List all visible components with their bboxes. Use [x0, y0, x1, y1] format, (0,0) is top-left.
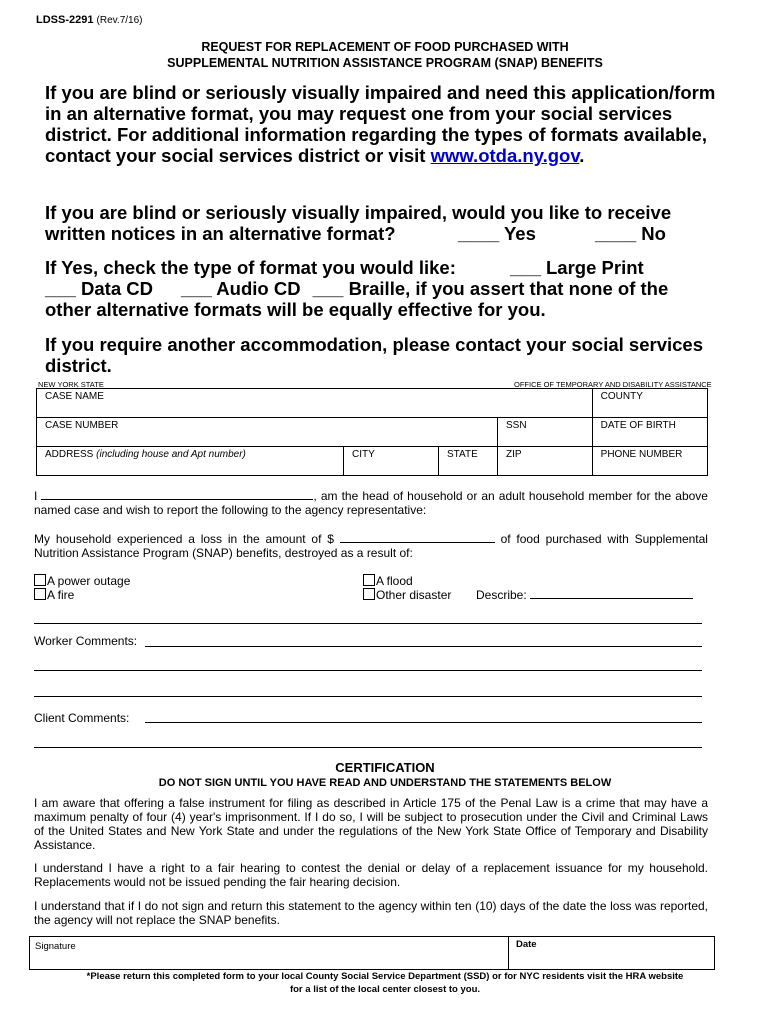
- cause-fire[interactable]: A fire: [34, 588, 74, 602]
- certification-title: CERTIFICATION: [335, 760, 435, 775]
- checkbox-icon[interactable]: [34, 588, 46, 600]
- format-options: If Yes, check the type of format you would like: ___ Large Print ___ Data CD ___ Audio CD ___ Braille, if you assert that none of the other alternative formats will be equally effective for you.: [45, 257, 669, 320]
- cause-flood[interactable]: A flood: [363, 574, 413, 588]
- accommodation-notice: If you require another accommodation, please contact your social services district.: [45, 334, 703, 376]
- form-id: LDSS-2291 (Rev.7/16): [36, 14, 143, 26]
- accessibility-notice: If you are blind or seriously visually impaired and need this application/form in an alternative format, you may request one from your social services district. For additional information regarding the types of formats available, contact your social services district or visit www.otda.ny.gov.: [45, 82, 716, 166]
- client-comment-line[interactable]: [145, 722, 702, 723]
- case-number-field[interactable]: CASE NUMBER: [37, 418, 498, 447]
- describe-label: Describe:: [476, 588, 693, 602]
- dob-field[interactable]: DATE OF BIRTH: [592, 418, 707, 447]
- certification-paragraph-1: I am aware that offering a false instrument for filing as described in Article 175 of the Penal Law is a crime that may have a maximum penalty of four (4) year's imprisonment. If I do so, I will be subject to prosecution under the Civil and Criminal Laws of the United States and New York State and under the regulations of the New York State Office of Temporary and Disability Assistance.: [34, 796, 708, 852]
- state-field[interactable]: STATE: [439, 447, 498, 476]
- form-revision: (Rev.7/16): [96, 15, 143, 26]
- signature-field[interactable]: Signature: [35, 941, 76, 952]
- signature-box: [29, 936, 715, 970]
- checkbox-icon[interactable]: [363, 588, 375, 600]
- data-cd-option[interactable]: ___ Data CD: [45, 278, 153, 299]
- case-info-table: [36, 388, 708, 476]
- signature-divider: [508, 937, 509, 969]
- yes-option[interactable]: ____ Yes: [458, 223, 536, 244]
- comment-line[interactable]: [34, 670, 702, 671]
- braille-option[interactable]: ___ Braille, if you assert that none of the: [312, 278, 669, 299]
- cause-other[interactable]: Other disaster: [363, 588, 451, 602]
- alt-format-question: If you are blind or seriously visually impaired, would you like to receive written notices in an alternative format? ____ Yes ____ No: [45, 202, 672, 244]
- certification-paragraph-2: I understand I have a right to a fair hearing to contest the denial or delay of a replacement issuance for my household. Replacements would not be issued pending the fair hearing decision.: [34, 861, 708, 889]
- client-comments-label: Client Comments:: [34, 711, 130, 725]
- certification-paragraph-3: I understand that if I do not sign and return this statement to the agency within ten (10) days of the date the loss was reported, the agency will not replace the SNAP benefits.: [34, 899, 708, 927]
- cause-power-outage[interactable]: A power outage: [34, 574, 130, 588]
- loss-amount-line[interactable]: [340, 542, 495, 543]
- comment-line[interactable]: [34, 747, 702, 748]
- footer-line2: for a list of the local center closest to you.: [289, 984, 481, 995]
- checkbox-icon[interactable]: [363, 574, 375, 586]
- ssn-field[interactable]: SSN: [498, 418, 593, 447]
- otda-link[interactable]: www.otda.ny.gov: [430, 145, 580, 166]
- case-name-field[interactable]: CASE NAME: [37, 389, 593, 418]
- form-title-line2: SUPPLEMENTAL NUTRITION ASSISTANCE PROGRAM (SNAP) BENEFITS: [167, 56, 603, 70]
- loss-statement: My household experienced a loss in the amount of $ of food purchased with Supplemental Nutrition Assistance Program (SNAP) benefits, destroyed as a result of:: [34, 532, 708, 560]
- checkbox-icon[interactable]: [34, 574, 46, 586]
- certification-subtitle: DO NOT SIGN UNTIL YOU HAVE READ AND UNDERSTAND THE STATEMENTS BELOW: [158, 777, 612, 789]
- household-statement: I , am the head of household or an adult household member for the above named case and wish to report the following to the agency representative:: [34, 489, 708, 517]
- phone-field[interactable]: PHONE NUMBER: [592, 447, 707, 476]
- name-input-line[interactable]: [41, 499, 313, 500]
- no-option[interactable]: ____ No: [595, 223, 666, 244]
- worker-comment-line[interactable]: [145, 646, 702, 647]
- audio-cd-option[interactable]: ___ Audio CD: [180, 278, 301, 299]
- agency-state: NEW YORK STATE: [38, 380, 104, 389]
- county-field[interactable]: COUNTY: [592, 389, 707, 418]
- address-field[interactable]: ADDRESS (including house and Apt number): [37, 447, 344, 476]
- worker-comments-label: Worker Comments:: [34, 634, 138, 648]
- form-title-line1: REQUEST FOR REPLACEMENT OF FOOD PURCHASED WITH: [201, 40, 569, 54]
- date-field[interactable]: Date: [516, 939, 537, 950]
- large-print-option[interactable]: ___ Large Print: [510, 257, 644, 278]
- comment-line[interactable]: [34, 696, 702, 697]
- describe-input-line[interactable]: [530, 598, 693, 599]
- zip-field[interactable]: ZIP: [498, 447, 593, 476]
- city-field[interactable]: CITY: [344, 447, 439, 476]
- footer-line1: *Please return this completed form to your local County Social Service Department (SSD) or for NYC residents visit the HRA website: [86, 971, 684, 982]
- comment-line[interactable]: [34, 623, 702, 624]
- agency-office: OFFICE OF TEMPORARY AND DISABILITY ASSISTANCE: [514, 380, 712, 389]
